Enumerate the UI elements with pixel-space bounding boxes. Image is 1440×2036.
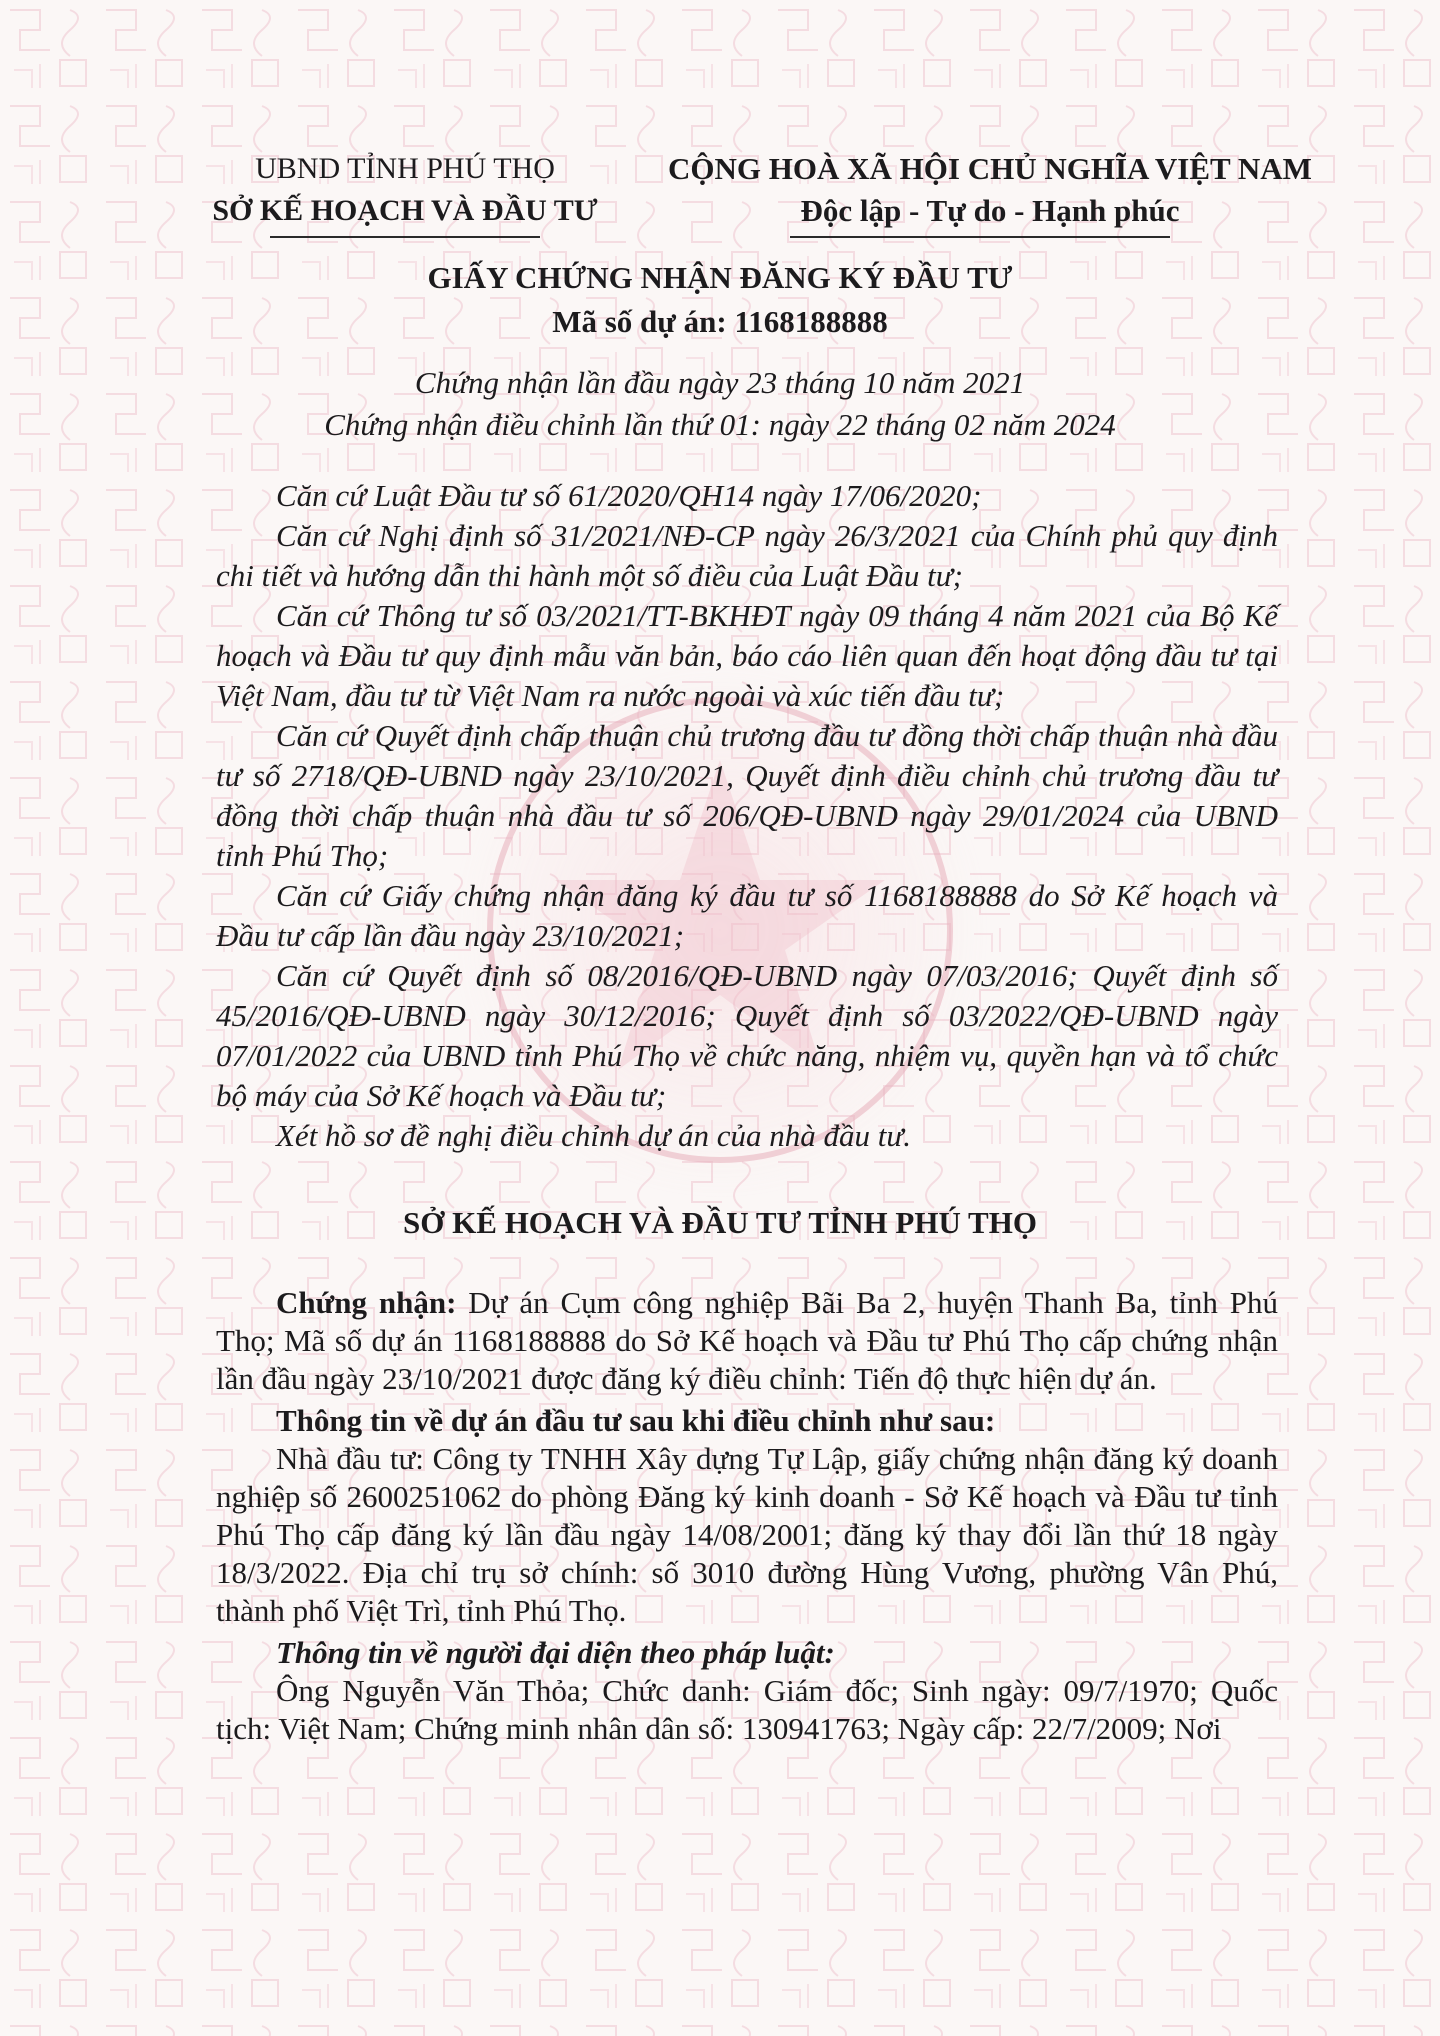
legal-rep-heading: Thông tin về người đại diện theo pháp luật: — [276, 1635, 835, 1670]
authority-underline — [270, 236, 540, 238]
national-motto — [640, 148, 1340, 232]
issuing-section-heading: SỞ KẾ HOẠCH VÀ ĐẦU TƯ TỈNH PHÚ THỌ — [403, 1205, 1037, 1240]
department-name: SỞ KẾ HOẠCH VÀ ĐẦU TƯ — [212, 194, 598, 227]
certification-paragraph — [216, 1284, 1278, 1398]
certification-label: Chứng nhận: — [276, 1285, 457, 1320]
project-code: Mã số dự án: 1168188888 — [552, 304, 888, 339]
adjustment-date: Chứng nhận điều chỉnh lần thứ 01: ngày 22 tháng 02 năm 2024 — [324, 407, 1116, 442]
certificate-title: GIẤY CHỨNG NHẬN ĐĂNG KÝ ĐẦU TƯ — [427, 260, 1013, 295]
certification-text: Dự án Cụm công nghiệp Bãi Ba 2, huyện Thanh Ba, tỉnh Phú Thọ; Mã số dự án 1168188888 do Sở Kế hoạch và Đầu tư Phú Thọ cấp chứng nhận lần đầu ngày 23/10/2021 được đăng ký điều chỉnh: Tiến độ thực hiện dự án. — [216, 1285, 1278, 1396]
basis-item: Căn cứ Nghị định số 31/2021/NĐ-CP ngày 26/3/2021 của Chính phủ quy định chi tiết và hướng dẫn thi hành một số điều của Luật Đầu tư; — [216, 518, 1278, 593]
basis-item: Căn cứ Thông tư số 03/2021/TT-BKHĐT ngày 09 tháng 4 năm 2021 của Bộ Kế hoạch và Đầu tư quy định mẫu văn bản, báo cáo liên quan đến hoạt động đầu tư tại Việt Nam, đầu tư từ Việt Nam ra nước ngoài và xúc tiến đầu tư; — [216, 598, 1278, 713]
first-certification-date: Chứng nhận lần đầu ngày 23 tháng 10 năm 2021 — [414, 365, 1026, 400]
provincial-committee: UBND TỈNH PHÚ THỌ — [255, 152, 555, 185]
certification-dates — [0, 362, 1440, 446]
basis-item: Căn cứ Quyết định số 08/2016/QĐ-UBND ngày 07/03/2016; Quyết định số 45/2016/QĐ-UBND ngày 30/12/2016; Quyết định số 03/2022/QĐ-UBND ngày 07/01/2022 của UBND tỉnh Phú Thọ về chức năng, nhiệm vụ, quyền hạn và tổ chức bộ máy của Sở Kế hoạch và Đầu tư; — [216, 958, 1278, 1113]
certificate-body — [216, 1284, 1278, 1748]
project-info-heading: Thông tin về dự án đầu tư sau khi điều chỉnh như sau: — [276, 1403, 996, 1438]
legal-basis — [216, 476, 1278, 1156]
basis-item: Xét hồ sơ đề nghị điều chỉnh dự án của nhà đầu tư. — [276, 1118, 911, 1153]
basis-item: Căn cứ Giấy chứng nhận đăng ký đầu tư số 1168188888 do Sở Kế hoạch và Đầu tư cấp lần đầu ngày 23/10/2021; — [216, 878, 1278, 953]
document-title — [0, 256, 1440, 344]
motto-underline — [790, 236, 1170, 238]
basis-item: Căn cứ Quyết định chấp thuận chủ trương đầu tư đồng thời chấp thuận nhà đầu tư số 2718/QĐ-UBND ngày 23/10/2021, Quyết định điều chỉnh chủ trương đầu tư đồng thời chấp thuận nhà đầu tư số 206/QĐ-UBND ngày 29/01/2024 của UBND tỉnh Phú Thọ; — [216, 718, 1278, 873]
legal-rep-paragraph: Ông Nguyễn Văn Thỏa; Chức danh: Giám đốc; Sinh ngày: 09/7/1970; Quốc tịch: Việt Nam; Chứng minh nhân dân số: 130941763; Ngày cấp: 22/7/2009; Nơi — [216, 1673, 1278, 1746]
country-name: CỘNG HOÀ XÃ HỘI CHỦ NGHĨA VIỆT NAM — [668, 151, 1312, 186]
issuing-authority — [190, 148, 620, 232]
investor-paragraph: Nhà đầu tư: Công ty TNHH Xây dựng Tự Lập, giấy chứng nhận đăng ký doanh nghiệp số 2600251062 do phòng Đăng ký kinh doanh - Sở Kế hoạch và Đầu tư tỉnh Phú Thọ cấp đăng ký lần đầu ngày 14/08/2001; đăng ký thay đổi lần thứ 18 ngày 18/3/2022. Địa chỉ trụ sở chính: số 3010 đường Hùng Vương, phường Vân Phú, thành phố Việt Trì, tỉnh Phú Thọ. — [216, 1441, 1278, 1628]
basis-item: Căn cứ Luật Đầu tư số 61/2020/QH14 ngày 17/06/2020; — [276, 478, 982, 513]
motto: Độc lập - Tự do - Hạnh phúc — [800, 193, 1180, 228]
